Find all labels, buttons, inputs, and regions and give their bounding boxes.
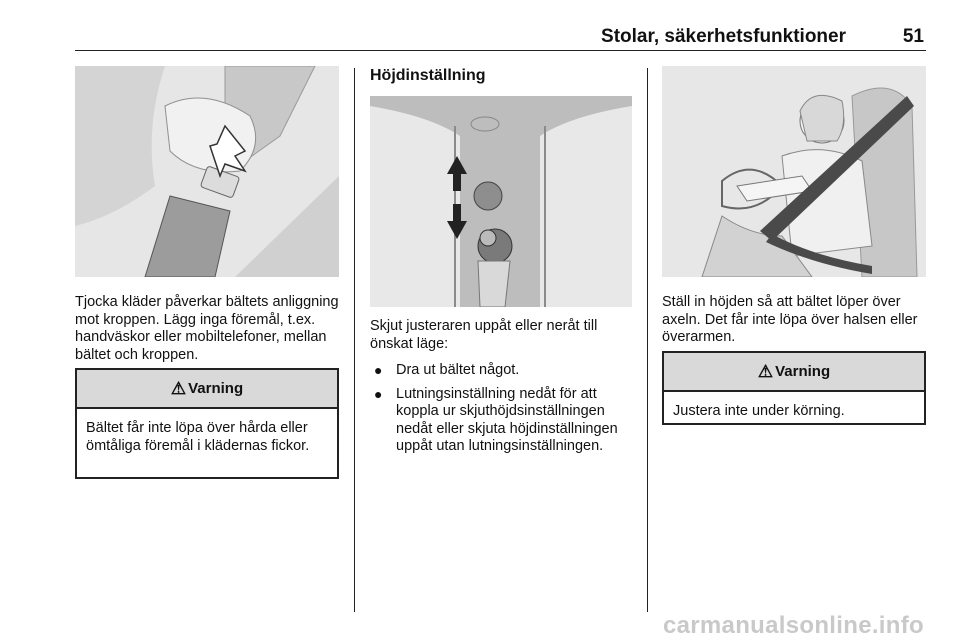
header-rule	[75, 50, 926, 51]
warning-box-col3	[662, 351, 926, 425]
list-item	[370, 362, 642, 380]
page-number: 51	[902, 26, 924, 47]
col3-paragraph: Ställ in höjden så att bältet löper över axeln. Det får inte löpa över halsen eller överarmen.	[662, 294, 918, 345]
instruction-list	[370, 362, 642, 462]
warning-header	[77, 370, 337, 409]
seatbelt-buckle-illustration	[75, 66, 339, 277]
height-adjuster-illustration	[370, 96, 632, 307]
bullet-icon: ●	[374, 385, 383, 402]
warning-icon: ⚠	[757, 361, 774, 381]
driver-seatbelt-illustration	[662, 66, 926, 277]
warning-header	[664, 353, 924, 392]
section-heading: Höjdinställning	[370, 67, 486, 84]
list-item	[370, 386, 642, 456]
col2-paragraph: Skjut justeraren uppåt eller neråt till önskat läge:	[370, 318, 598, 352]
page-header	[75, 26, 924, 48]
warning-title: Varning	[775, 363, 831, 380]
col1-paragraph: Tjocka kläder påverkar bältets anliggning mot kroppen. Lägg inga föremål, t.ex. handväskor eller mobiltelefoner, mellan bältet och kroppen.	[75, 294, 339, 363]
bullet-icon: ●	[374, 362, 383, 378]
warning-text: Bältet får inte löpa över hårda eller ömtåliga föremål i klädernas fickor.	[86, 420, 310, 454]
list-item-text: Dra ut bältet något.	[396, 362, 520, 378]
column-divider-1	[354, 68, 355, 612]
warning-box-col1	[75, 368, 339, 479]
warning-title: Varning	[188, 380, 244, 397]
warning-icon: ⚠	[170, 378, 187, 398]
section-title: Stolar, säkerhetsfunktioner	[601, 26, 846, 47]
watermark: carmanualsonline.info	[662, 612, 924, 639]
warning-text: Justera inte under körning.	[673, 403, 845, 419]
column-divider-2	[647, 68, 648, 612]
list-item-text: Lutningsinställning nedåt för att koppla ur skjuthöjdsinställningen nedåt eller skjuta höjdinställningen uppåt utan lutningsinställningen.	[396, 385, 618, 454]
